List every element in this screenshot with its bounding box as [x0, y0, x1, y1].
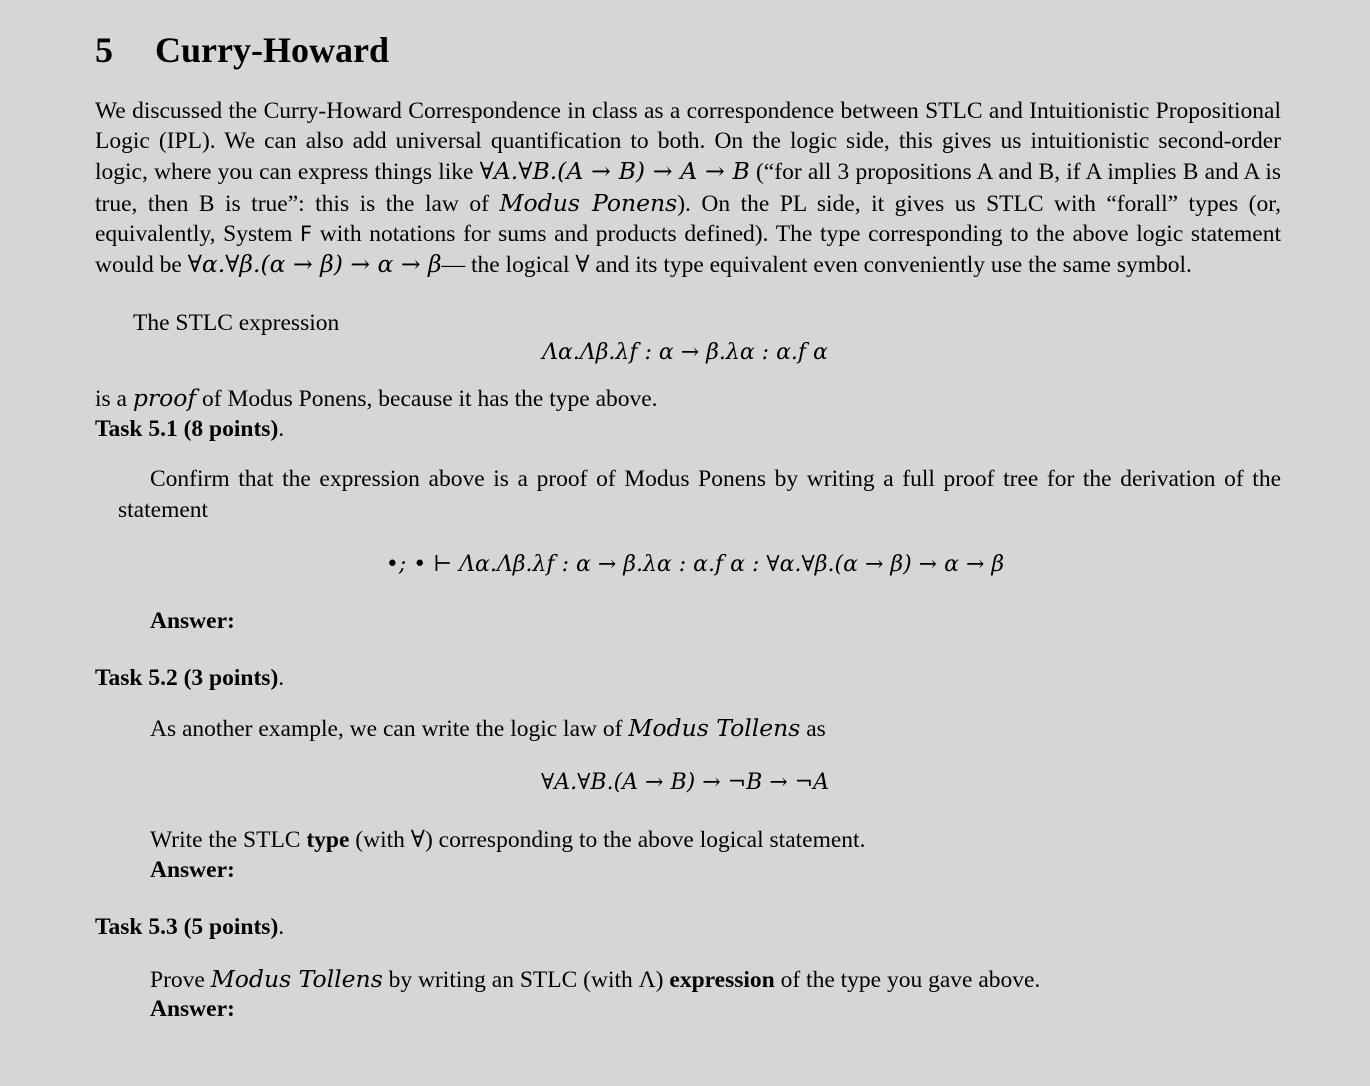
task-5-1-judgment: •; • ⊢ Λα.Λβ.λf : α → β.λα : α.f α : ∀α.∀β.(α → β) → α → β — [385, 552, 1005, 577]
task-5-3-answer-label: Answer: — [150, 996, 235, 1022]
task-5-2-instruction — [150, 825, 865, 855]
task-5-3-bold: expression — [669, 967, 775, 993]
intro-text-2: (“for all 3 propositions A and B, if A implies B and A is true, then B is true”: this is the law of — [95, 159, 1281, 217]
modus-tollens-name: Modus Tollens — [628, 714, 801, 742]
task-5-3-modus-tollens: Modus Tollens — [210, 965, 383, 993]
task-5-2-body — [150, 713, 826, 744]
task-5-1-heading: Task 5.1 (8 points). — [95, 416, 285, 442]
task-5-1-title: Task 5.1 (8 points) — [95, 416, 279, 442]
task-5-1-answer-label: Answer: — [150, 608, 235, 634]
task-5-2-text-2: as — [800, 716, 826, 742]
modus-ponens-name: Modus Ponens — [499, 188, 678, 217]
intro-text-1: We discussed the Curry-Howard Correspondence in class as a correspondence between STLC and Intuitionistic Propositional Logic (IPL). We can also add universal quantification to both. On the logic side, this gives us intuitionistic second-order logic, where you can express things like — [95, 98, 1281, 186]
intro-text-5: — the logical ∀ and its type equivalent even conveniently use the same symbol. — [441, 252, 1192, 279]
task-5-3-title: Task 5.3 (5 points) — [95, 914, 279, 940]
proof-text-1: is a — [95, 386, 133, 412]
intro-paragraph — [95, 96, 1281, 280]
task-5-2-heading: Task 5.2 (3 points). — [95, 665, 285, 691]
section-heading — [95, 28, 389, 72]
stlc-expression-label: The STLC expression — [133, 310, 340, 336]
stlc-expression-display: Λα.Λβ.λf : α → β.λα : α.f α — [542, 340, 828, 365]
task-5-3-heading: Task 5.3 (5 points). — [95, 914, 285, 940]
task-5-2-instr-2: (with ∀) corresponding to the above logical statement. — [349, 827, 866, 853]
proof-sentence — [95, 383, 658, 414]
modus-ponens-formula: ∀A.∀B.(A → B) → A → B — [479, 157, 750, 186]
task-5-3-text-3: of the type you gave above. — [774, 967, 1041, 993]
task-5-2-title: Task 5.2 (3 points) — [95, 665, 279, 691]
task-5-2-answer-label: Answer: — [150, 857, 235, 883]
intro-text-3: ). On the PL side, it gives us STLC with “forall” types (or, equivalently, System — [95, 190, 1281, 247]
modus-tollens-formula: ∀A.∀B.(A → B) → ¬B → ¬A — [541, 770, 829, 795]
intro-text-4: with notations for sums and products defined). The type corresponding to the above logic statement would be — [95, 220, 1281, 279]
proof-word: proof — [132, 384, 197, 412]
modus-ponens-type: ∀α.∀β.(α → β) → α → β — [187, 250, 442, 279]
task-5-2-text-1: As another example, we can write the logic law of — [150, 716, 629, 742]
task-5-2-instr-1: Write the STLC — [150, 827, 307, 853]
task-5-2-instr-bold: type — [306, 827, 350, 853]
section-number: 5 — [95, 30, 113, 70]
task-5-1-body: Confirm that the expression above is a proof of Modus Ponens by writing a full proof tree for the derivation of the statement — [118, 466, 1281, 523]
proof-text-2: of Modus Ponens, because it has the type above. — [196, 386, 658, 412]
task-5-3-text-2: by writing an STLC (with Λ) — [382, 967, 670, 993]
task-5-3-text-1: Prove — [150, 967, 211, 993]
section-title: Curry-Howard — [155, 30, 389, 70]
task-5-3-instruction — [150, 964, 1040, 995]
system-f-symbol: F — [300, 221, 313, 246]
